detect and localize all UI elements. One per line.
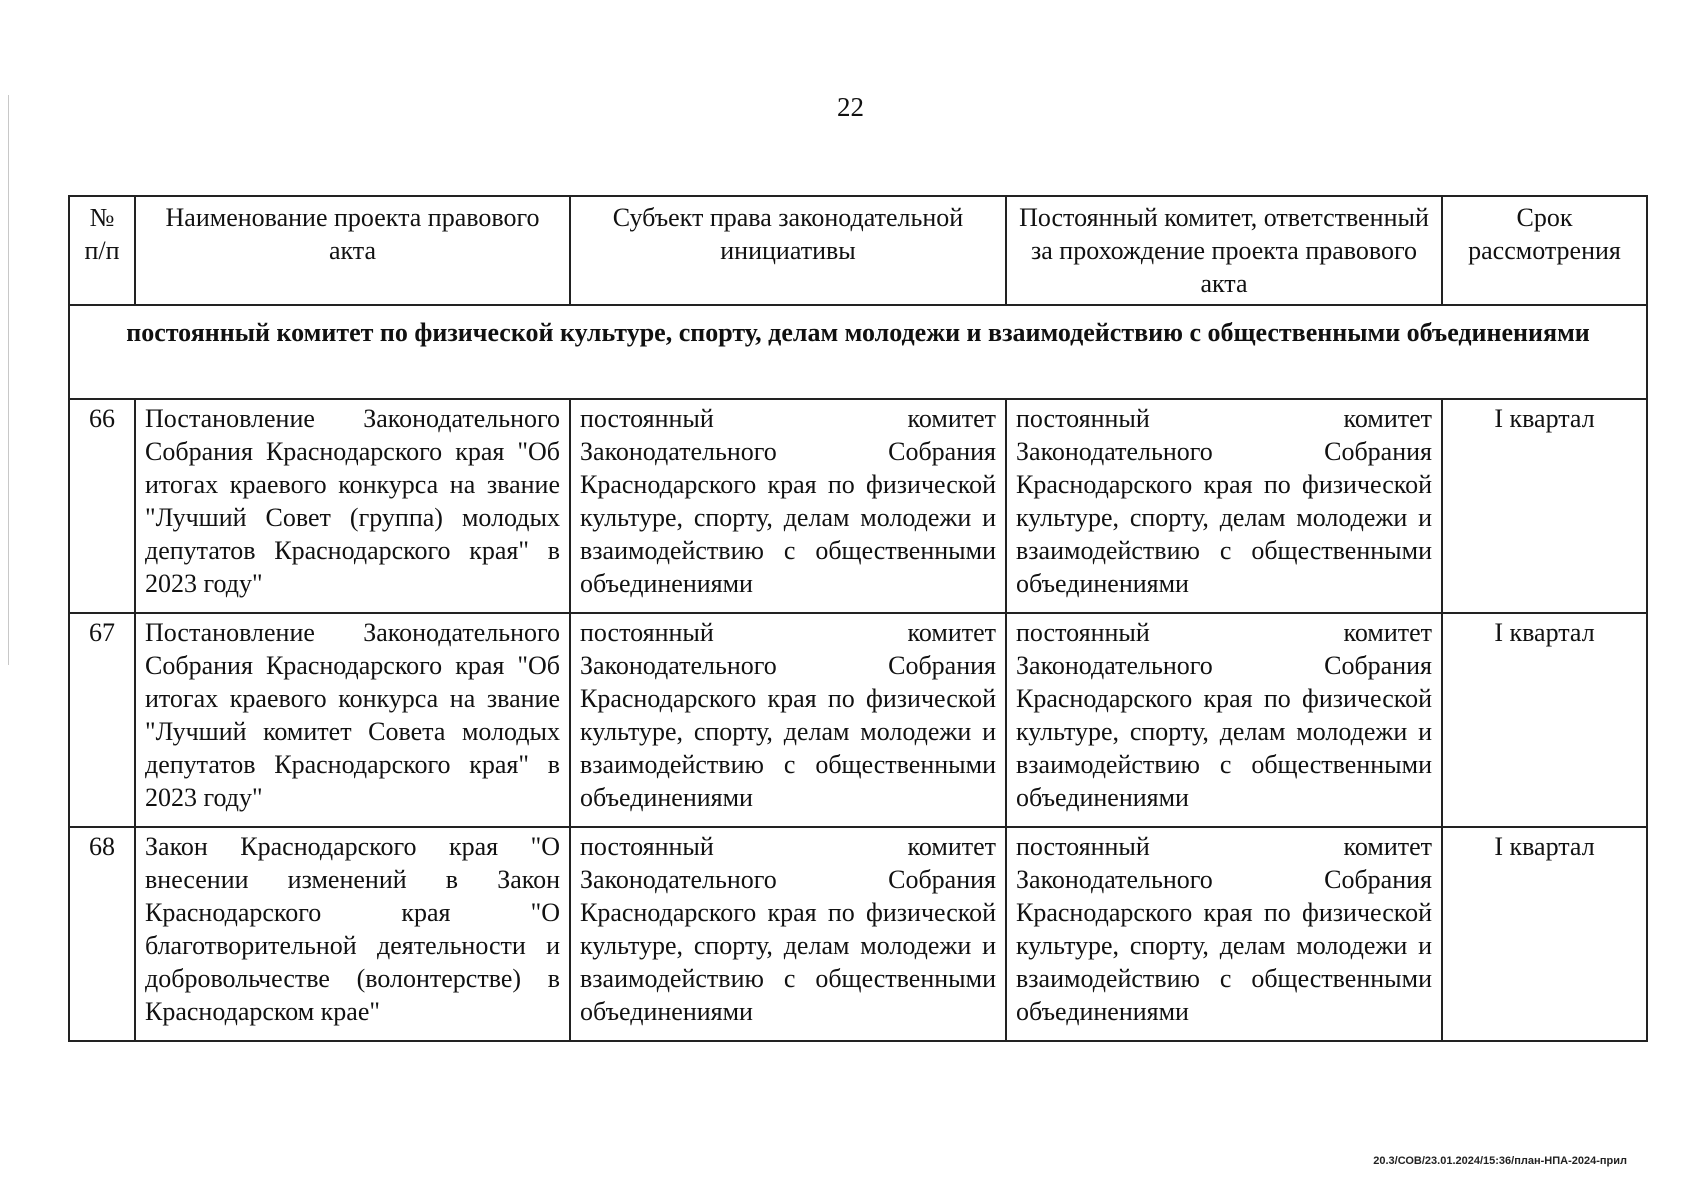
header-initiative-subject: Субъект права законодательной инициативы: [570, 196, 1006, 305]
table-row: [69, 613, 1647, 827]
row-act-name: Постановление Законодательного Собрания Краснодарского края "Об итогах краевого конкурса на звание "Лучший комитет Совета молодых депутатов Краснодарского края" в 2023 году": [135, 613, 570, 827]
row-responsible-committee: постоянный комитет Законодательного Собрания Краснодарского края по физической культуре, спорту, делам молодежи и взаимодействию с общественными объединениями: [1006, 827, 1442, 1041]
row-review-term: I квартал: [1442, 613, 1647, 827]
table-row: [69, 399, 1647, 613]
row-review-term: I квартал: [1442, 399, 1647, 613]
row-responsible-committee: постоянный комитет Законодательного Собрания Краснодарского края по физической культуре, спорту, делам молодежи и взаимодействию с общественными объединениями: [1006, 613, 1442, 827]
section-title: постоянный комитет по физической культуре, спорту, делам молодежи и взаимодействию с общественными объединениями: [69, 305, 1647, 399]
row-act-name: Закон Краснодарского края "О внесении изменений в Закон Краснодарского края "О благотворительной деятельности и добровольчестве (волонтерстве) в Краснодарском крае": [135, 827, 570, 1041]
page-number: 22: [837, 92, 864, 122]
row-number: 68: [69, 827, 135, 1041]
header-number: № п/п: [69, 196, 135, 305]
row-number: 67: [69, 613, 135, 827]
section-row: [69, 305, 1647, 399]
row-responsible-committee: постоянный комитет Законодательного Собрания Краснодарского края по физической культуре, спорту, делам молодежи и взаимодействию с общественными объединениями: [1006, 399, 1442, 613]
row-number: 66: [69, 399, 135, 613]
row-review-term: I квартал: [1442, 827, 1647, 1041]
legislative-plan-table: [68, 195, 1648, 1042]
table-row: [69, 827, 1647, 1041]
header-responsible-committee: Постоянный комитет, ответственный за прохождение проекта правового акта: [1006, 196, 1442, 305]
row-initiative-subject: постоянный комитет Законодательного Собрания Краснодарского края по физической культуре, спорту, делам молодежи и взаимодействию с общественными объединениями: [570, 827, 1006, 1041]
document-footer-code: 20.3/СОВ/23.01.2024/15:36/план-НПА-2024-прил: [1373, 1155, 1627, 1167]
row-initiative-subject: постоянный комитет Законодательного Собрания Краснодарского края по физической культуре, спорту, делам молодежи и взаимодействию с общественными объединениями: [570, 613, 1006, 827]
table-header-row: [69, 196, 1647, 305]
header-review-term: Срок рассмотрения: [1442, 196, 1647, 305]
header-act-name: Наименование проекта правового акта: [135, 196, 570, 305]
page-binding-line: [8, 95, 9, 665]
row-act-name: Постановление Законодательного Собрания Краснодарского края "Об итогах краевого конкурса на звание "Лучший Совет (группа) молодых депутатов Краснодарского края" в 2023 году": [135, 399, 570, 613]
row-initiative-subject: постоянный комитет Законодательного Собрания Краснодарского края по физической культуре, спорту, делам молодежи и взаимодействию с общественными объединениями: [570, 399, 1006, 613]
